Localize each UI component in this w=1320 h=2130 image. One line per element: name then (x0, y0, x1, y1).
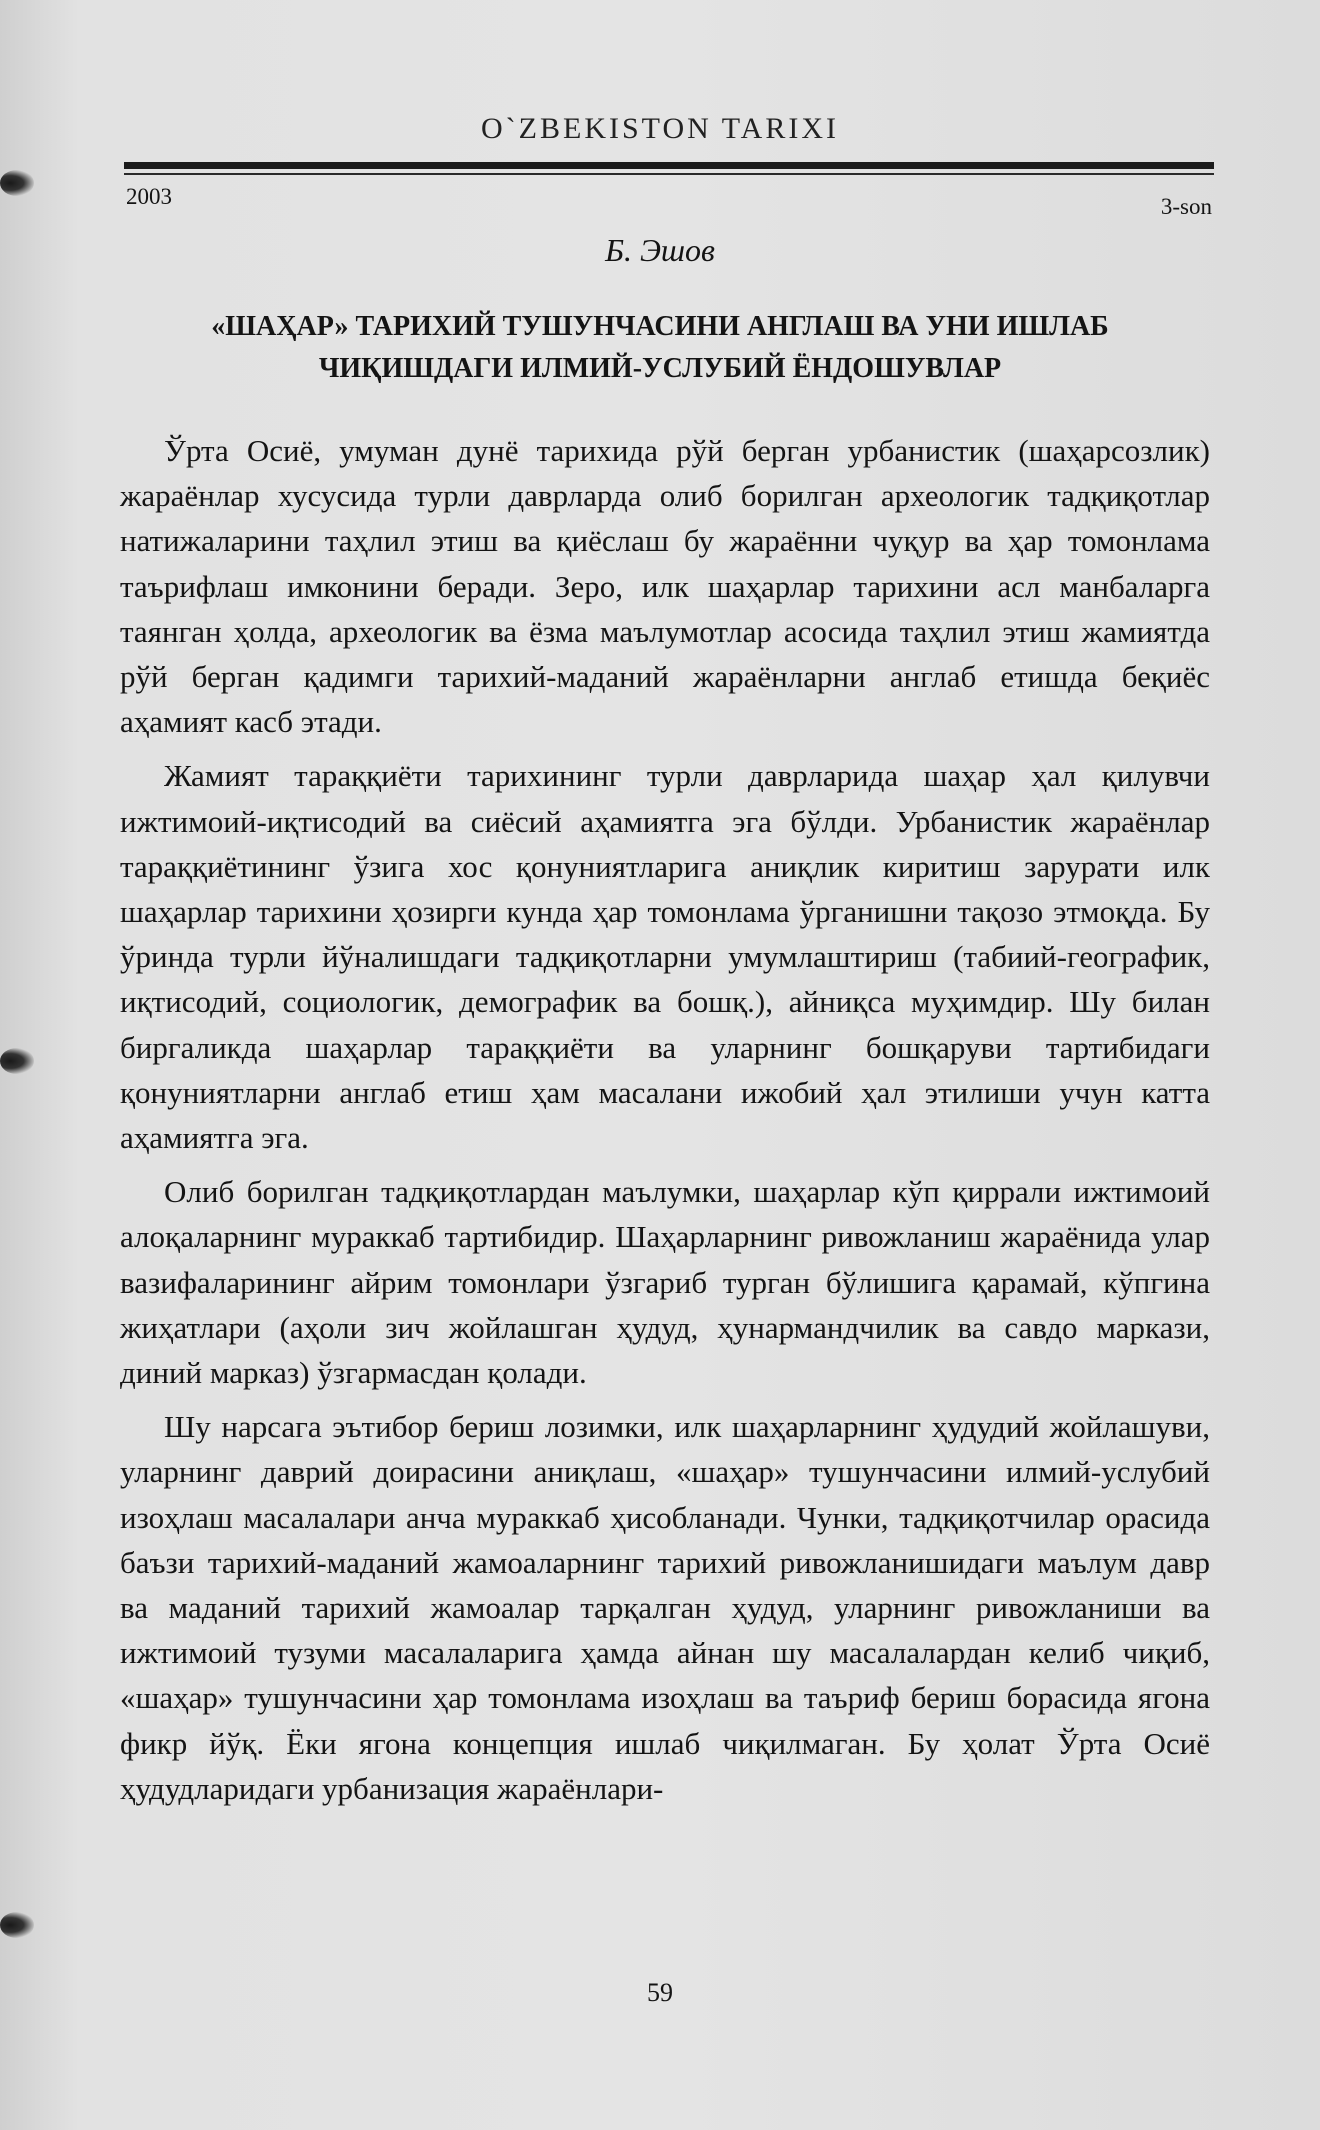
article-title (120, 306, 1200, 390)
paragraph: Ўрта Осиё, умуман дунё тарихида рўй берган урбанистик (шаҳарсозлик) жараёнлар хусусида турли даврларда олиб борилган археологик тадқиқотлар натижаларини таҳлил этиш ва қиёслаш бу жараённи чуқур ва ҳар томонлама таърифлаш имконини беради. Зеро, илк шаҳарлар тарихини асл манбаларга таянган ҳолда, археологик ва ёзма маълумотлар асосида таҳлил этиш жамиятда рўй берган қадимги тарихий-маданий жараёнларни англаб етишда беқиёс аҳамият касб этади. (120, 433, 1210, 740)
article-body (120, 428, 1210, 1820)
article-author: Б. Эшов (605, 232, 715, 268)
header-rule-thin (124, 173, 1214, 175)
binder-hole-mark (0, 170, 34, 196)
binder-hole-mark (0, 1048, 34, 1074)
journal-title: O`ZBEKISTON TARIXI (481, 112, 839, 145)
header-rule-thick (124, 162, 1214, 169)
issue-number: 3-son (1160, 194, 1212, 219)
paragraph: Шу нарсага эътибор бериш лозимки, илк шаҳарларнинг ҳудудий жойлашуви, уларнинг даврий доирасини аниқлаш, «шаҳар» тушунчасини илмий-услубий изоҳлаш масалалари анча мураккаб ҳисобланади. Чунки, тадқиқотчилар орасида баъзи тарихий-маданий жамоаларнинг тарихий ривожланишидаги маълум давр ва маданий тарихий жамоалар тарқалган ҳудуд, уларнинг ривожланиши ва ижтимоий тузуми масалаларига ҳамда айнан шу масалалардан келиб чиқиб, «шаҳар» тушунчасини ҳар томонлама изоҳлаш ва таъриф бериш борасида ягона фикр йўқ. Ёки ягона концепция ишлаб чиқилмаган. Бу ҳолат Ўрта Осиё ҳудудларидаги урбанизация жараёнлари- (120, 1409, 1210, 1806)
article-title-line-2: ЧИҚИШДАГИ ИЛМИЙ-УСЛУБИЙ ЁНДОШУВЛАР (318, 353, 1002, 384)
page-number: 59 (647, 1978, 673, 2007)
article-title-line-1: «ШАҲАР» ТАРИХИЙ ТУШУНЧАСИНИ АНГЛАШ ВА УНИ ИШЛАБ (211, 311, 1109, 342)
issue-year: 2003 (126, 184, 172, 209)
paragraph: Олиб борилган тадқиқотлардан маълумки, шаҳарлар кўп қиррали ижтимоий алоқаларнинг мураккаб тартибидир. Шаҳарларнинг ривожланиш жараёнида улар вазифаларининг айрим томонлари ўзгариб турган бўлишига қарамай, кўпгина жиҳатлари (аҳоли зич жойлашган ҳудуд, ҳунармандчилик ва савдо маркази, диний марказ) ўзгармасдан қолади. (120, 1174, 1210, 1391)
binder-hole-mark (0, 1912, 34, 1938)
paragraph: Жамият тараққиёти тарихининг турли даврларида шаҳар ҳал қилувчи ижтимоий-иқтисодий ва сиёсий аҳамиятга эга бўлди. Урбанистик жараёнлар тараққиётининг ўзига хос қонуниятларига аниқлик киритиш зарурати илк шаҳарлар тарихини ҳозирги кунда ҳар томонлама ўрганишни тақозо этмоқда. Бу ўринда турли йўналишдаги тадқиқотларни умумлаштириш (табиий-географик, иқтисодий, социологик, демографик ва бошқ.), айниқса муҳимдир. Шу билан биргаликда шаҳарлар тараққиёти ва уларнинг бошқаруви тартибидаги қонуниятларни англаб етиш ҳам масалани ижобий ҳал этилиши учун катта аҳамиятга эга. (120, 758, 1210, 1156)
